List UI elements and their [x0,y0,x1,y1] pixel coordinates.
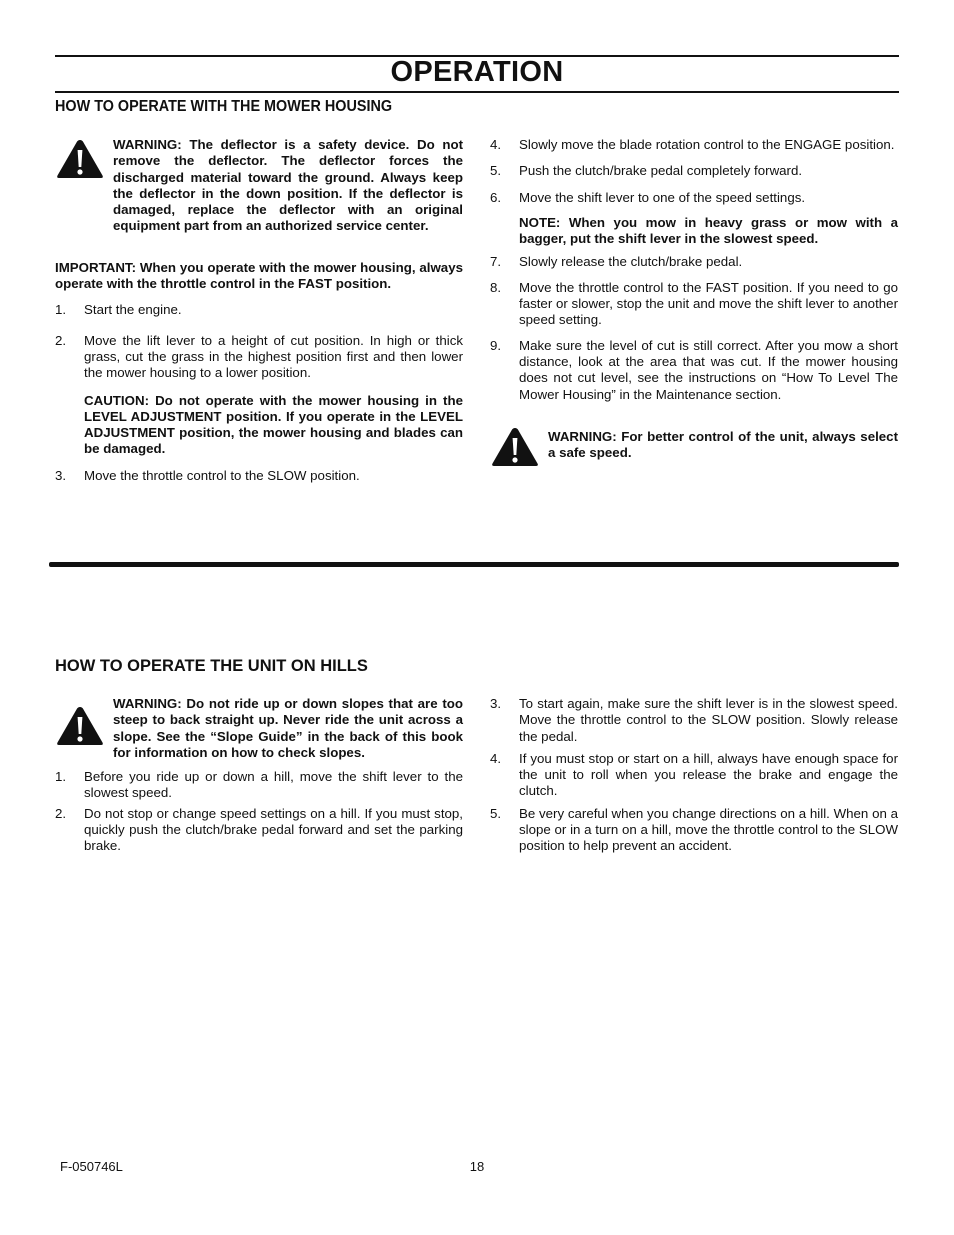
page-title: OPERATION [390,56,564,88]
list-item-text: Start the engine. [84,302,182,318]
list-item-number: 7. [490,254,502,270]
bagger-note: NOTE: When you mow in heavy grass or mow with a bagger, put the shift lever in the slowest speed. [519,214,898,247]
section-title-mower-housing: HOW TO OPERATE WITH THE MOWER HOUSING [55,98,393,115]
list-item-number: 9. [490,337,502,353]
list-item-text: To start again, make sure the shift lever is in the slowest speed. Move the throttle control to the SLOW position. Slowly release the pedal. [519,696,898,744]
important-note: IMPORTANT: When you operate with the mower housing, always operate with the throttle control in the FAST position. [55,259,463,292]
list-item-number: 2. [55,805,67,821]
list-item-text: Move the throttle control to the SLOW position. [84,467,360,483]
list-item-number: 1. [55,302,67,318]
list-item-number: 1. [55,769,67,785]
list-item-number: 3. [55,467,67,483]
slope-warning-text: WARNING: Do not ride up or down slopes that are too steep to back straight up. Never ride the unit across a slope. See the “Slope Guide” in the back of this book for information on how to check slopes. [113,696,463,760]
list-item [55,468,463,484]
list-item-text: Slowly release the clutch/brake pedal. [519,254,743,270]
list-item [55,806,463,855]
list-item-text: Slowly move the blade rotation control to the ENGAGE position. [519,137,895,152]
list-item-text: Move the lift lever to a height of cut position. In high or thick grass, cut the grass in the highest position first and then lower the mower housing to a lower position. [84,332,463,381]
list-item [490,806,898,855]
page-number: 18 [469,1159,485,1174]
list-item [490,254,898,270]
list-item-number: 5. [490,805,502,821]
section1-right-column [490,137,898,469]
safe-speed-warning-text: WARNING: For better control of the unit, always select a safe speed. [548,428,898,461]
list-item-number: 8. [490,279,502,295]
list-item [490,190,898,206]
section2-left-column [55,696,463,855]
list-item [55,302,463,318]
list-item-number: 3. [490,696,502,711]
safe-speed-warning [490,425,898,469]
list-item-text: Before you ride up or down a hill, move the shift lever to the slowest speed. [84,769,463,801]
list-item-text: Move the shift lever to one of the speed settings. [519,189,806,205]
warning-triangle-icon [55,137,105,181]
list-item-number: 5. [490,163,502,179]
deflector-warning [55,137,463,235]
list-item-text: Be very careful when you change directions on a hill. When on a slope or in a turn on a hill, move the throttle control to the SLOW position to help prevent an accident. [519,805,898,854]
document-code: F-050746L [60,1159,123,1174]
header-bottom-rule [55,91,899,93]
section1-left-column [55,137,463,484]
list-item [490,163,898,179]
list-item [490,280,898,329]
list-item-number: 6. [490,189,502,205]
list-item-text: Push the clutch/brake pedal completely forward. [519,163,803,179]
caution-note: CAUTION: Do not operate with the mower housing in the LEVEL ADJUSTMENT position. If you operate in the LEVEL ADJUSTMENT position, the mower housing and blades can be damaged. [84,392,463,457]
list-item [490,137,898,153]
list-item-number: 4. [490,750,502,766]
section2-right-column [490,696,898,855]
list-item [490,696,898,745]
slope-warning [55,696,463,761]
list-item-text: Make sure the level of cut is still correct. After you mow a short distance, look at the area that was cut. If the mower housing does not cut level, see the instructions on “How To Level The Mower Housing” in the Maintenance section. [519,337,898,402]
list-item-number: 4. [490,137,502,152]
deflector-warning-text: WARNING: The deflector is a safety device. Do not remove the deflector. The deflector forces the discharged material toward the ground. Always keep the deflector in the down position. If the deflector is damaged, replace the deflector with an original equipment part from an authorized service center. [113,137,463,234]
section-title-hills: HOW TO OPERATE THE UNIT ON HILLS [55,657,368,675]
section-divider [49,562,899,567]
list-item-text: Move the throttle control to the FAST position. If you need to go faster or slower, stop the unit and move the shift lever to another speed setting. [519,279,898,328]
list-item-text: If you must stop or start on a hill, always have enough space for the unit to roll when you release the brake and engage the clutch. [519,750,898,799]
list-item-text: Do not stop or change speed settings on a hill. If you must stop, quickly push the clutch/brake pedal forward and set the parking brake. [84,805,463,854]
warning-triangle-icon [490,425,540,469]
list-item-number: 2. [55,332,67,348]
list-item [490,751,898,800]
warning-triangle-icon [55,704,105,748]
list-item [55,769,463,802]
list-item [490,338,898,403]
list-item [55,333,463,382]
